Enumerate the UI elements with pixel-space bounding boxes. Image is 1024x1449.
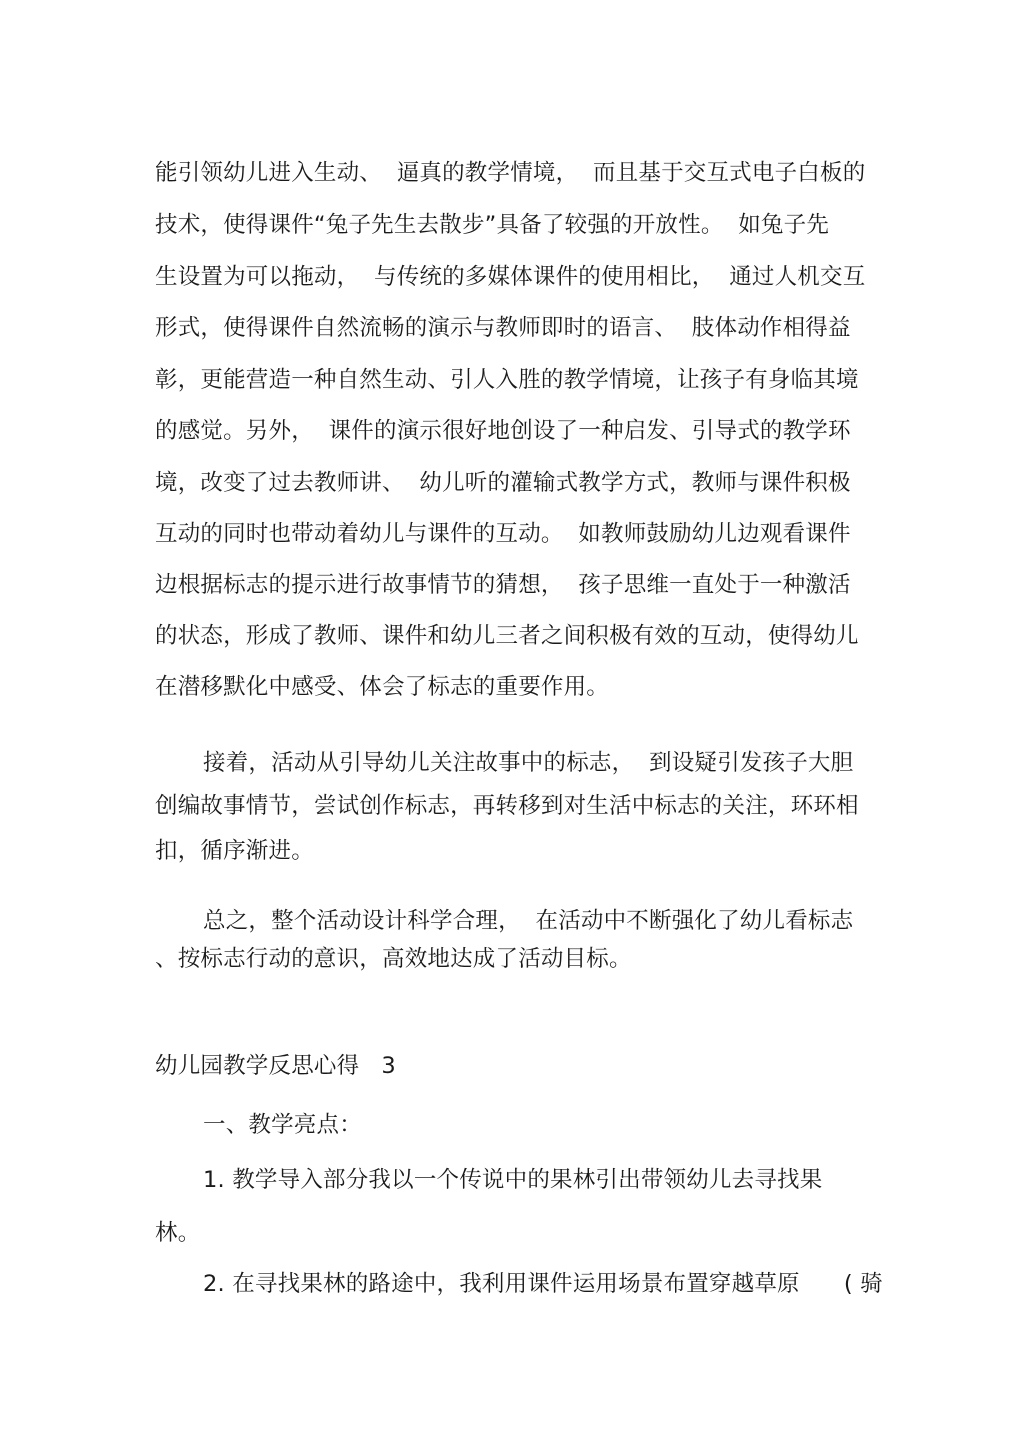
section-title: 幼儿园教学反思心得 3 xyxy=(155,1053,396,1079)
text-line: 技术，使得课件“兔子先生去散步”具备了较强的开放性。 如兔子先 xyxy=(155,212,830,238)
text-line: 互动的同时也带动着幼儿与课件的互动。 如教师鼓励幼儿边观看课件 xyxy=(155,521,851,547)
text-line: 在潜移默化中感受、体会了标志的重要作用。 xyxy=(155,674,610,700)
text-line: 2. 在寻找果林的路途中，我利用课件运用场景布置穿越草原 ( 骑 xyxy=(203,1271,883,1297)
text-line: 接着，活动从引导幼儿关注故事中的标志， 到设疑引发孩子大胆 xyxy=(203,750,854,776)
text-line: 境，改变了过去教师讲、 幼儿听的灌输式教学方式，教师与课件积极 xyxy=(155,470,851,496)
text-line: 林。 xyxy=(155,1220,201,1246)
text-line: 扣，循序渐进。 xyxy=(155,838,314,864)
text-line: 生设置为可以拖动， 与传统的多媒体课件的使用相比， 通过人机交互 xyxy=(155,264,866,290)
text-line: 形式，使得课件自然流畅的演示与教师即时的语言、 肢体动作相得益 xyxy=(155,315,851,341)
text-line: 1. 教学导入部分我以一个传说中的果林引出带领幼儿去寻找果 xyxy=(203,1167,823,1193)
text-line: 边根据标志的提示进行故事情节的猜想， 孩子思维一直处于一种激活 xyxy=(155,572,851,598)
subheading: 一、教学亮点： xyxy=(203,1112,362,1138)
text-line: 彰，更能营造一种自然生动、引人入胜的教学情境，让孩子有身临其境 xyxy=(155,367,859,393)
text-line: 创编故事情节，尝试创作标志，再转移到对生活中标志的关注，环环相 xyxy=(155,793,859,819)
text-line: 总之，整个活动设计科学合理， 在活动中不断强化了幼儿看标志 xyxy=(203,908,854,934)
text-line: 的状态，形成了教师、课件和幼儿三者之间积极有效的互动，使得幼儿 xyxy=(155,623,859,649)
text-line: 、按标志行动的意识，高效地达成了活动目标。 xyxy=(155,946,632,972)
text-line: 的感觉。另外， 课件的演示很好地创设了一种启发、引导式的教学环 xyxy=(155,418,851,444)
text-line: 能引领幼儿进入生动、 逼真的教学情境， 而且基于交互式电子白板的 xyxy=(155,160,866,186)
